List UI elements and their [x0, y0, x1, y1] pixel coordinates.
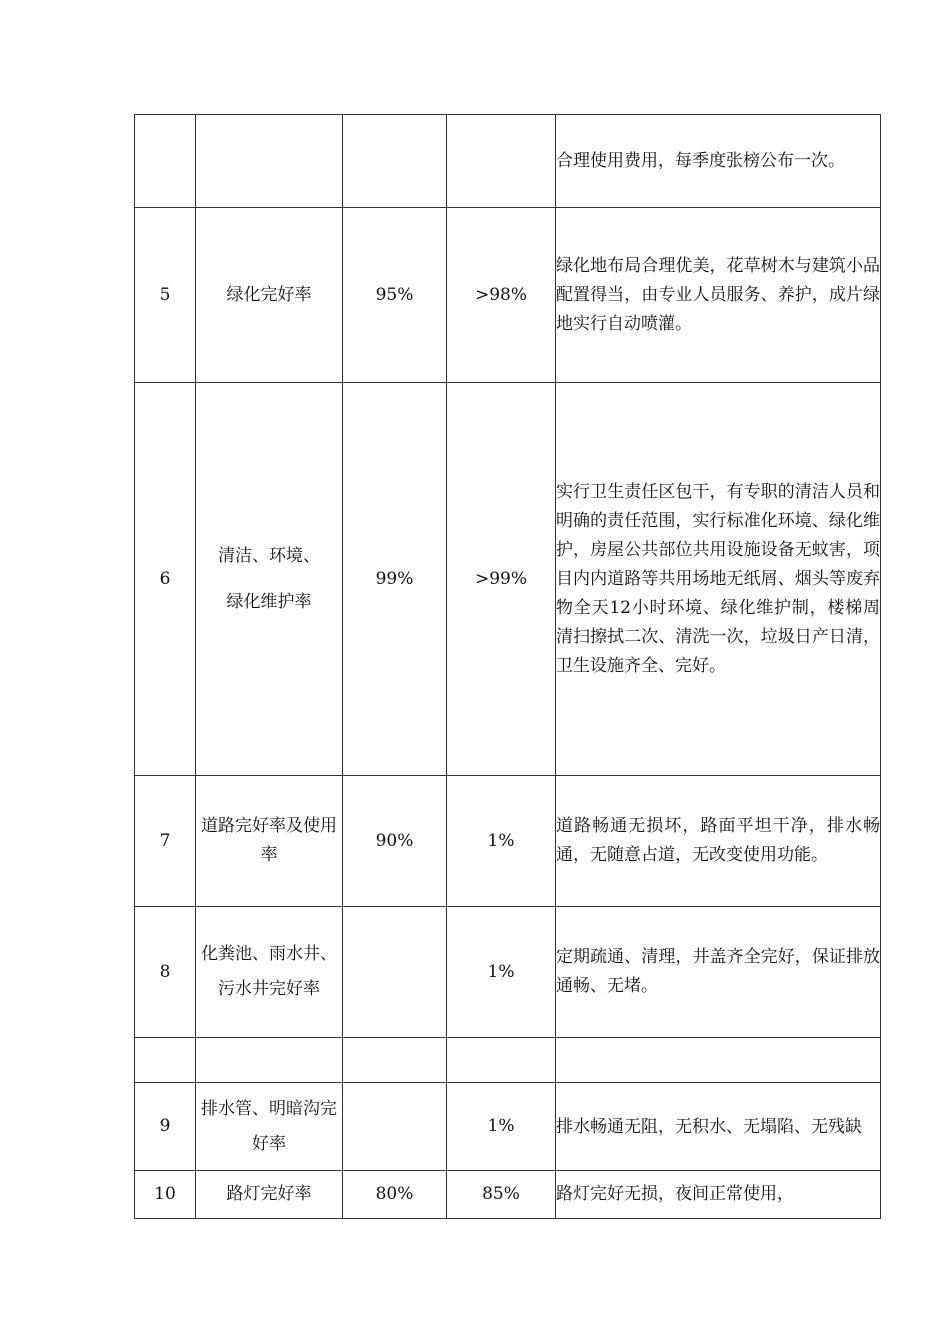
standard-description: 合理使用费用，每季度张榜公布一次。 — [556, 115, 881, 208]
item-name-text: 化粪池、雨水井、污水井完好率 — [201, 944, 337, 999]
target-rate: 1% — [447, 1083, 556, 1171]
item-name-text: 排水管、明暗沟完好率 — [201, 1098, 337, 1154]
current-rate: 99% — [343, 383, 447, 776]
target-rate: 85% — [447, 1171, 556, 1219]
target-rate — [447, 1038, 556, 1083]
row-number: 9 — [135, 1083, 196, 1171]
target-rate: >98% — [447, 208, 556, 383]
table-row — [135, 383, 881, 776]
standard-description: 绿化地布局合理优美，花草树木与建筑小品配置得当，由专业人员服务、养护，成片绿地实行自动喷灌。 — [556, 208, 881, 383]
current-rate: 90% — [343, 776, 447, 907]
table-row — [135, 776, 881, 907]
table-row — [135, 907, 881, 1038]
standard-description: 道路畅通无损坏，路面平坦干净，排水畅通，无随意占道，无改变使用功能。 — [556, 776, 881, 907]
row-number: 10 — [135, 1171, 196, 1219]
standard-description: 路灯完好无损，夜间正常使用， — [556, 1171, 881, 1219]
item-name — [196, 208, 343, 383]
target-rate: >99% — [447, 383, 556, 776]
row-number — [135, 115, 196, 208]
table-row — [135, 115, 881, 208]
standard-description: 定期疏通、清理，井盖齐全完好，保证排放通畅、无堵。 — [556, 907, 881, 1038]
item-name — [196, 1038, 343, 1083]
item-name — [196, 115, 343, 208]
target-rate: 1% — [447, 776, 556, 907]
standards-table — [134, 114, 881, 1219]
item-name-text: 清洁、环境、绿化维护率 — [218, 546, 320, 612]
standard-description: 排水畅通无阻，无积水、无塌陷、无残缺 — [556, 1083, 881, 1171]
item-name — [196, 776, 343, 907]
table-row — [135, 1083, 881, 1171]
standard-description: 实行卫生责任区包干，有专职的清洁人员和明确的责任范围，实行标准化环境、绿化维护，房屋公共部位共用设施设备无蚊害，项目内内道路等共用场地无纸屑、烟头等废弃物全天12小时环境、绿化维护制，楼梯周清扫擦拭二次、清洗一次，垃圾日产日清，卫生设施齐全、完好。 — [556, 383, 881, 776]
row-number: 6 — [135, 383, 196, 776]
current-rate — [343, 1038, 447, 1083]
item-name-text: 绿化完好率 — [226, 284, 312, 305]
row-number — [135, 1038, 196, 1083]
table-row — [135, 208, 881, 383]
current-rate: 95% — [343, 208, 447, 383]
target-rate: 1% — [447, 907, 556, 1038]
current-rate — [343, 907, 447, 1038]
row-number: 5 — [135, 208, 196, 383]
current-rate: 80% — [343, 1171, 447, 1219]
row-number: 7 — [135, 776, 196, 907]
table-row — [135, 1171, 881, 1219]
item-name — [196, 383, 343, 776]
target-rate — [447, 115, 556, 208]
item-name-text: 道路完好率及使用率 — [201, 816, 337, 865]
current-rate — [343, 115, 447, 208]
row-number: 8 — [135, 907, 196, 1038]
current-rate — [343, 1083, 447, 1171]
item-name — [196, 907, 343, 1038]
standard-description — [556, 1038, 881, 1083]
table-row — [135, 1038, 881, 1083]
item-name — [196, 1083, 343, 1171]
item-name: 路灯完好率 — [196, 1171, 343, 1219]
